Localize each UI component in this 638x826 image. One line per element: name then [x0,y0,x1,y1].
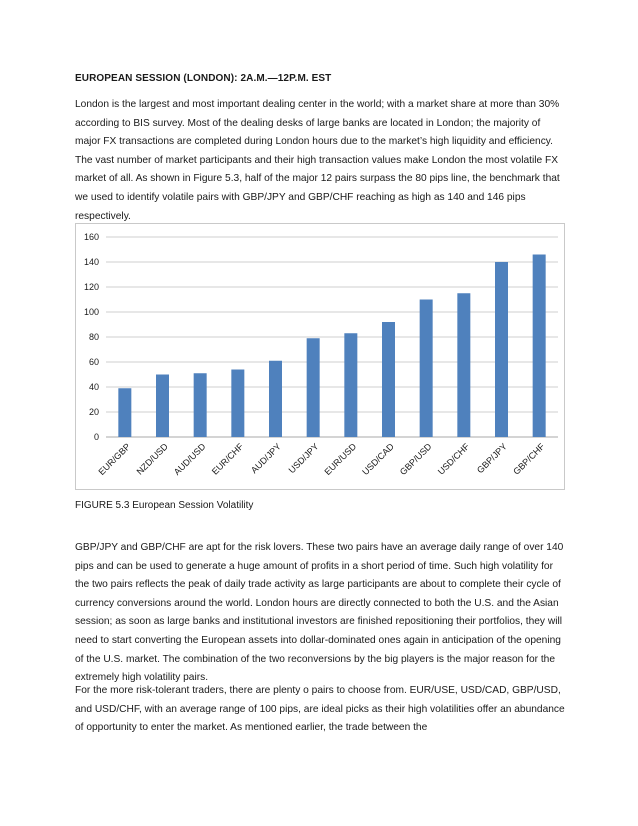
bar-aud-jpy [269,361,282,437]
y-tick-label: 160 [83,232,99,242]
x-category-label: NZD/USD [134,441,170,477]
x-category-label: EUR/USD [322,441,359,478]
bar-aud-usd [194,373,207,437]
figure-caption: FIGURE 5.3 European Session Volatility [75,500,254,511]
bar-gbp-usd [420,300,433,438]
x-category-label: USD/CAD [360,441,396,478]
y-tick-label: 100 [83,307,99,317]
bar-usd-cad [382,322,395,437]
x-category-label: EUR/CHF [209,441,246,477]
paragraph-risk-tolerant: For the more risk-tolerant traders, there are plenty o pairs to choose from. EUR/USE, USD/CAD, GBP/USD, and USD/CHF, with an average range of 100 pips, are ideal picks as their high volatilities offer an abundance of opportunity to enter the market. As mentioned earlier, the trade between the [75,685,565,734]
bar-eur-gbp [118,388,131,437]
paragraph-risk-lovers: GBP/JPY and GBP/CHF are apt for the risk lovers. These two pairs have an average daily range of over 140 pips and can be used to generate a huge amount of profits in a short period of time. Such high volatility for the two pairs reflects the peak of daily trade activity as large participants are about to complete their cycle of currency conversions around the world. London hours are directly connected to both the U.S. and the Asian session; as soon as large banks and institutional investors are finished repositioning their portfolios, they will need to start converting the European assets into dollar-dominated ones again in anticipation of the opening of the U.S. market. The combination of the two reconversions by the big players is the major reason for the extremely high volatility pairs. [75,542,564,684]
bar-eur-usd [344,333,357,437]
y-tick-label: 40 [88,382,99,392]
y-tick-label: 140 [83,257,99,267]
x-category-label: GBP/USD [397,441,434,478]
section-heading: EUROPEAN SESSION (LONDON): 2A.M.—12P.M. EST [75,73,332,84]
volatility-chart [75,223,565,490]
x-category-label: USD/CHF [435,441,472,477]
bar-usd-chf [457,293,470,437]
bar-eur-chf [231,370,244,438]
y-tick-label: 0 [93,432,99,442]
bar-nzd-usd [156,375,169,438]
y-tick-label: 60 [88,357,99,367]
bar-gbp-chf [533,255,546,438]
x-category-label: EUR/GBP [96,441,133,478]
paragraph-intro: London is the largest and most important dealing center in the world; with a market share at more than 30% according to BIS survey. Most of the dealing desks of large banks are located in London; the majority of major FX transactions are completed during London hours due to the market’s high liquidity and efficiency. The vast number of market participants and their high transaction values make London the most volatile FX market of all. As shown in Figure 5.3, half of the major 12 pairs surpass the 80 pips line, the benchmark that we used to identify volatile pairs with GBP/JPY and GBP/CHF reaching as high as 140 and 146 pips respectively. [75,99,560,222]
chart-canvas [76,224,566,491]
y-tick-label: 80 [88,332,99,342]
x-category-label: AUD/USD [171,441,208,478]
x-category-label: AUD/JPY [248,441,283,476]
x-category-label: GBP/JPY [474,441,509,476]
x-category-label: GBP/CHF [511,441,547,477]
bar-usd-jpy [307,338,320,437]
y-tick-label: 20 [88,407,99,417]
y-tick-label: 120 [83,282,99,292]
x-category-label: USD/JPY [286,441,321,476]
bar-gbp-jpy [495,262,508,437]
